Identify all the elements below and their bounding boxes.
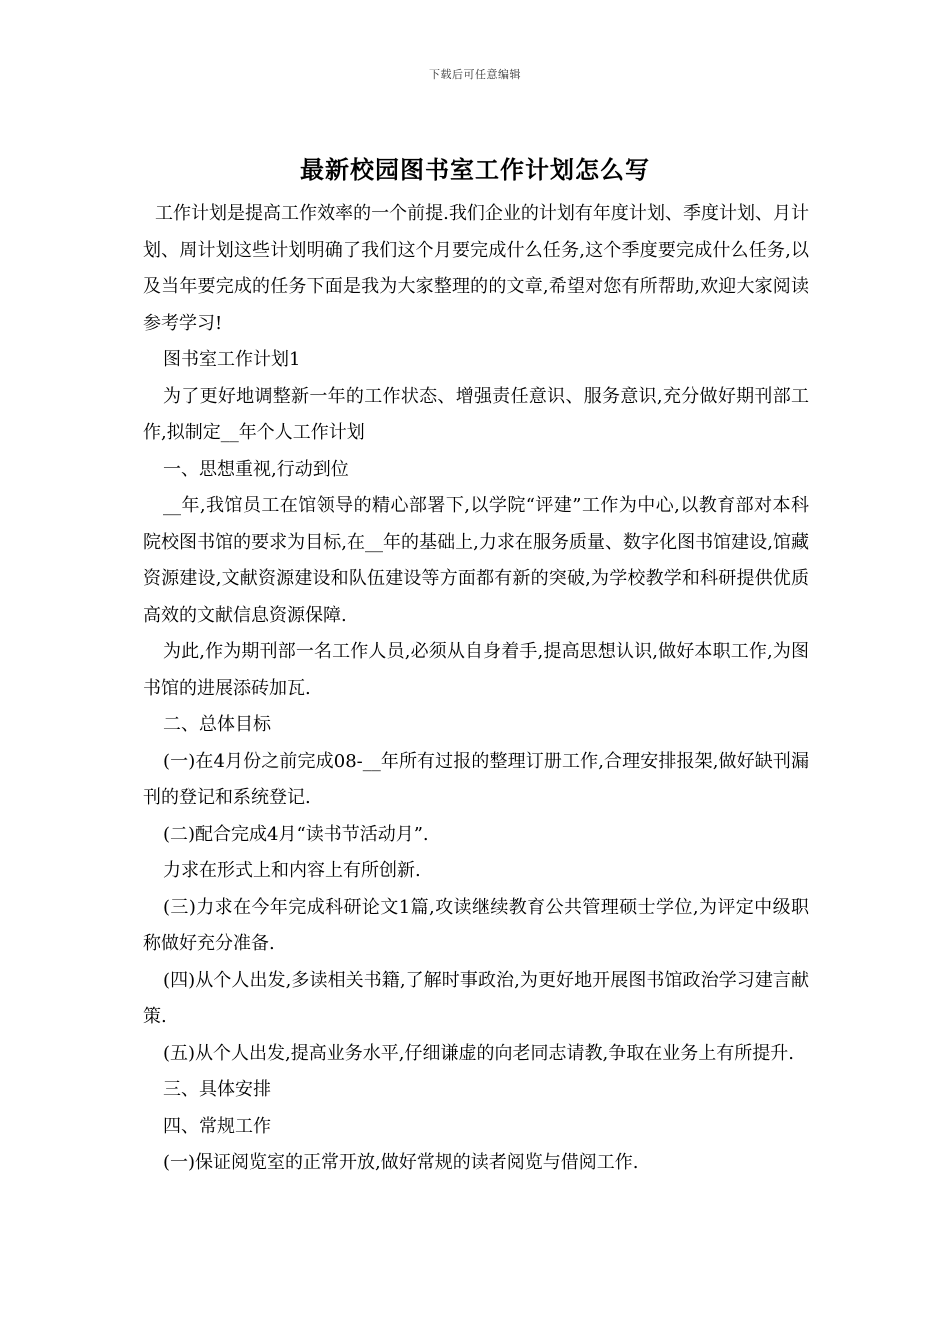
paragraph: 力求在形式上和内容上有所创新. [163,860,421,881]
list-item: (三)力求在今年完成科研论文1篇,攻读继续教育公共管理硕士学位,为评定中级职称做好充分准备. [143,896,809,954]
section-heading: 一、思想重视,行动到位 [163,458,349,480]
document-body [143,196,809,1182]
section-heading-plan-1: 图书室工作计划1 [163,349,301,370]
list-item: (四)从个人出发,多读相关书籍,了解时事政治,为更好地开展图书馆政治学习建言献策. [143,969,809,1027]
list-item: (五)从个人出发,提高业务水平,仔细谦虚的向老同志请教,争取在业务上有所提升. [163,1042,794,1064]
list-item: (二)配合完成4月“读书节活动月”. [163,823,429,845]
document-title: 最新校园图书室工作计划怎么写 [300,155,650,184]
header-note: 下载后可任意编辑 [429,68,521,81]
paragraph: 为了更好地调整新一年的工作状态、增强责任意识、服务意识,充分做好期刊部工作,拟制定__年个人工作计划 [143,385,809,443]
list-item: (一)在4月份之前完成08-__年所有过报的整理订册工作,合理安排报架,做好缺刊漏刊的登记和系统登记. [143,750,809,808]
section-heading: 三、具体安排 [163,1079,271,1100]
paragraph: 为此,作为期刊部一名工作人员,必须从自身着手,提高思想认识,做好本职工作,为图书馆的进展添砖加瓦. [143,641,809,699]
intro-paragraph: 工作计划是提高工作效率的一个前提.我们企业的计划有年度计划、季度计划、月计划、周计划这些计划明确了我们这个月要完成什么任务,这个季度要完成什么任务,以及当年要完成的任务下面是我为大家整理的的文章,希望对您有所帮助,欢迎大家阅读参考学习! [143,203,809,334]
paragraph: __年,我馆员工在馆领导的精心部署下,以学院“评建”工作为中心,以教育部对本科院校图书馆的要求为目标,在__年的基础上,力求在服务质量、数字化图书馆建设,馆藏资源建设,文献资源建设和队伍建设等方面都有新的突破,为学校教学和科研提供优质高效的文献信息资源保障. [143,495,809,626]
section-heading: 二、总体目标 [163,714,271,735]
list-item: (一)保证阅览室的正常开放,做好常规的读者阅览与借阅工作. [163,1152,639,1173]
section-heading: 四、常规工作 [163,1115,271,1137]
